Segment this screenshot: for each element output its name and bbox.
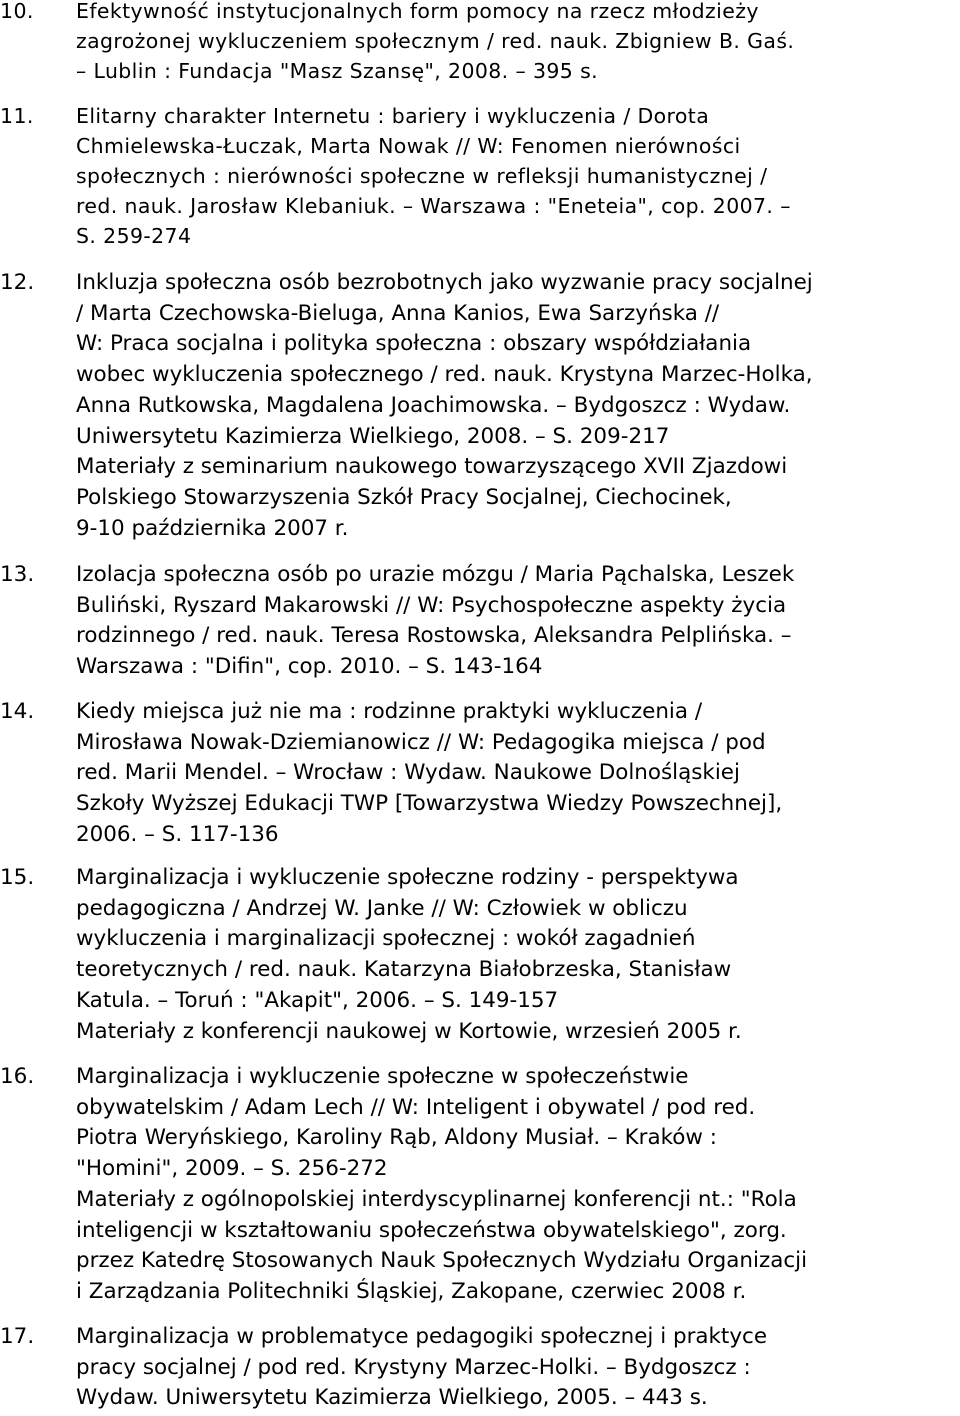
entry-text — [76, 268, 960, 544]
entry-line: W: Praca socjalna i polityka społeczna : obszary współdziałania — [76, 331, 752, 357]
entry-line: Elitarny charakter Internetu : bariery i wykluczenia / Dorota — [76, 104, 710, 128]
entry-line: "Homini", 2009. – S. 256-272 — [76, 1156, 388, 1182]
entry-line: Izolacja społeczna osób po urazie mózgu / Maria Pąchalska, Leszek — [76, 562, 795, 587]
bibliography-entry-14 — [0, 697, 960, 851]
bibliography-entry-11 — [0, 101, 960, 251]
entry-line: / Marta Czechowska-Bieluga, Anna Kanios, Ewa Sarzyńska // — [76, 300, 720, 326]
entry-line: Inkluzja społeczna osób bezrobotnych jako wyzwanie pracy socjalnej — [76, 270, 813, 295]
entry-line: Katula. – Toruń : "Akapit", 2006. – S. 149-157 — [76, 987, 559, 1013]
entry-line: wobec wykluczenia społecznego / red. nauk. Krystyna Marzec-Holka, — [76, 362, 813, 388]
entry-line: 2006. – S. 117-136 — [76, 821, 279, 847]
entry-line: Chmielewska-Łuczak, Marta Nowak // W: Fenomen nierówności — [76, 134, 741, 158]
entry-number: 16. — [0, 1064, 35, 1089]
entry-text — [76, 863, 960, 1047]
entry-text — [76, 1062, 960, 1308]
entry-line: inteligencji w kształtowaniu społeczeństwa obywatelskiego", zorg. — [76, 1217, 787, 1243]
entry-text — [76, 697, 960, 851]
entry-line: Polskiego Stowarzyszenia Szkół Pracy Socjalnej, Ciechocinek, — [76, 484, 732, 510]
bibliography-entry-12 — [0, 268, 960, 544]
bibliography-entry-13 — [0, 560, 960, 683]
entry-line: pedagogiczna / Andrzej W. Janke // W: Człowiek w obliczu — [76, 895, 688, 921]
entry-number: 12. — [0, 270, 35, 295]
entry-line: Materiały z konferencji naukowej w Kortowie, wrzesień 2005 r. — [76, 1018, 742, 1044]
entry-line: Marginalizacja w problematyce pedagogiki społecznej i praktyce — [76, 1324, 768, 1349]
entry-line: Uniwersytetu Kazimierza Wielkiego, 2008. – S. 209-217 — [76, 423, 670, 449]
entry-line: – Lublin : Fundacja "Masz Szansę", 2008. – 395 s. — [76, 59, 599, 83]
entry-line: Marginalizacja i wykluczenie społeczne rodziny - perspektywa — [76, 865, 739, 890]
entry-number: 17. — [0, 1324, 35, 1349]
entry-number: 13. — [0, 562, 35, 587]
entry-line: Materiały z seminarium naukowego towarzyszącego XVII Zjazdowi — [76, 454, 788, 480]
bibliography-entry-16 — [0, 1062, 960, 1308]
entry-line: Efektywność instytucjonalnych form pomocy na rzecz młodzieży — [76, 0, 759, 23]
entry-number: 15. — [0, 865, 35, 890]
entry-line: i Zarządzania Politechniki Śląskiej, Zakopane, czerwiec 2008 r. — [76, 1278, 747, 1304]
entry-line: 9-10 października 2007 r. — [76, 515, 349, 541]
entry-line: red. Marii Mendel. – Wrocław : Wydaw. Naukowe Dolnośląskiej — [76, 760, 740, 786]
entry-line: Piotra Weryńskiego, Karoliny Rąb, Aldony Musiał. – Kraków : — [76, 1125, 717, 1151]
entry-line: Mirosława Nowak-Dziemianowicz // W: Pedagogika miejsca / pod — [76, 729, 766, 755]
entry-number: 11. — [0, 104, 34, 128]
entry-text — [76, 560, 960, 683]
entry-line: Buliński, Ryszard Makarowski // W: Psychospołeczne aspekty życia — [76, 592, 787, 618]
entry-line: obywatelskim / Adam Lech // W: Inteligent i obywatel / pod red. — [76, 1094, 756, 1120]
entry-line: pracy socjalnej / pod red. Krystyny Marzec-Holki. – Bydgoszcz : — [76, 1354, 751, 1380]
entry-line: wykluczenia i marginalizacji społecznej : wokół zagadnień — [76, 926, 696, 952]
entry-line: Anna Rutkowska, Magdalena Joachimowska. – Bydgoszcz : Wydaw. — [76, 392, 791, 418]
entry-line: Marginalizacja i wykluczenie społeczne w społeczeństwie — [76, 1064, 689, 1089]
entry-text — [76, 0, 960, 86]
entry-line: rodzinnego / red. nauk. Teresa Rostowska, Aleksandra Pelplińska. – — [76, 623, 792, 649]
entry-line: przez Katedrę Stosowanych Nauk Społecznych Wydziału Organizacji — [76, 1248, 808, 1274]
entry-line: Warszawa : "Difin", cop. 2010. – S. 143-164 — [76, 654, 543, 680]
entry-line: teoretycznych / red. nauk. Katarzyna Białobrzeska, Stanisław — [76, 957, 732, 983]
entry-line: Szkoły Wyższej Edukacji TWP [Towarzystwa Wiedzy Powszechnej], — [76, 791, 783, 817]
entry-line: red. nauk. Jarosław Klebaniuk. – Warszawa : "Eneteia", cop. 2007. – — [76, 194, 791, 218]
entry-number: 14. — [0, 699, 35, 724]
entry-line: zagrożonej wykluczeniem społecznym / red. nauk. Zbigniew B. Gaś. — [76, 29, 795, 53]
entry-line: Kiedy miejsca już nie ma : rodzinne praktyki wykluczenia / — [76, 699, 703, 724]
entry-number: 10. — [0, 0, 34, 23]
entry-line: S. 259-274 — [76, 224, 192, 248]
entry-line: Wydaw. Uniwersytetu Kazimierza Wielkiego, 2005. – 443 s. — [76, 1385, 708, 1411]
bibliography-entry-17 — [0, 1322, 960, 1414]
bibliography-entry-10 — [0, 0, 960, 86]
entry-text — [76, 1322, 960, 1414]
bibliography-entry-15 — [0, 863, 960, 1047]
entry-line: Materiały z ogólnopolskiej interdyscyplinarnej konferencji nt.: "Rola — [76, 1186, 797, 1212]
entry-text — [76, 101, 960, 251]
entry-line: społecznych : nierówności społeczne w refleksji humanistycznej / — [76, 164, 768, 188]
